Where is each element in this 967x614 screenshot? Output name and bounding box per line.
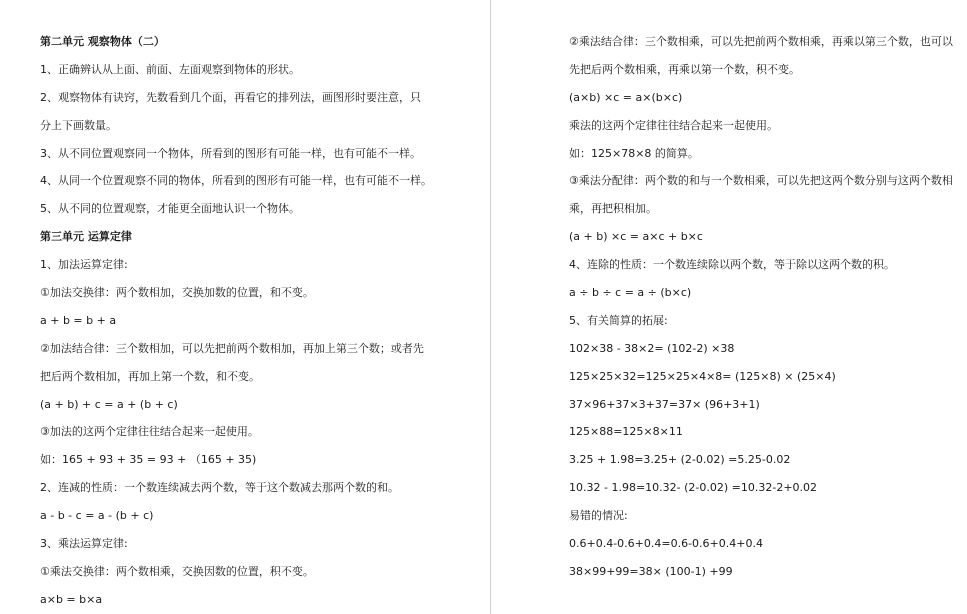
text-line: (a×b) ×c = a×(b×c) <box>569 90 683 104</box>
page-divider <box>490 0 491 614</box>
text-line: 3.25 + 1.98=3.25+ (2-0.02) =5.25-0.02 <box>569 453 791 467</box>
text-line: 38×99+99=38× (100-1) +99 <box>569 564 733 578</box>
text-line: a×b = b×a <box>40 592 103 606</box>
text-line: 5、从不同的位置观察，才能更全面地认识一个物体。 <box>40 202 300 216</box>
text-line: 先把后两个数相乘，再乘以第一个数，积不变。 <box>569 62 800 76</box>
text-line: 易错的情况: <box>569 509 628 523</box>
text-line: 2、连减的性质：一个数连续减去两个数，等于这个数减去那两个数的和。 <box>40 481 399 495</box>
text-line: 0.6+0.4-0.6+0.4=0.6-0.6+0.4+0.4 <box>569 537 763 551</box>
text-line: 乘，再把积相加。 <box>569 202 657 216</box>
text-line: 37×96+37×3+37=37× (96+3+1) <box>569 397 760 411</box>
text-line: 如：125×78×8 的简算。 <box>569 146 699 160</box>
text-line: ③加法的这两个定律往往结合起来一起使用。 <box>40 425 259 439</box>
text-line: a - b - c = a - (b + c) <box>40 509 154 523</box>
text-line: 1、加法运算定律: <box>40 258 128 272</box>
text-line: ①加法交换律：两个数相加，交换加数的位置，和不变。 <box>40 286 314 300</box>
text-line: 5、有关简算的拓展: <box>569 313 668 327</box>
text-line: 10.32 - 1.98=10.32- (2-0.02) =10.32-2+0.02 <box>569 481 818 495</box>
text-line: 2、观察物体有诀窍，先数看到几个面，再看它的排列法，画图形时要注意，只 <box>40 90 421 104</box>
text-line: ③乘法分配律：两个数的和与一个数相乘，可以先把这两个数分别与这两个数相 <box>569 174 953 188</box>
text-line: 分上下画数量。 <box>40 118 117 132</box>
text-line: (a + b) + c = a + (b + c) <box>40 397 178 411</box>
text-line: 3、从不同位置观察同一个物体，所看到的图形有可能一样，也有可能不一样。 <box>40 146 421 160</box>
section-heading: 第三单元 运算定律 <box>40 230 132 244</box>
section-heading: 第二单元 观察物体（二） <box>40 35 165 48</box>
text-line: 1、正确辨认从上面、前面、左面观察到物体的形状。 <box>40 62 300 76</box>
text-line: 102×38 - 38×2= (102-2) ×38 <box>569 341 735 355</box>
text-line: 如：165 + 93 + 35 = 93 + （165 + 35) <box>40 453 257 467</box>
text-line: 4、连除的性质：一个数连续除以两个数，等于除以这两个数的积。 <box>569 258 895 272</box>
right-page-text <box>569 28 967 586</box>
text-line: (a + b) ×c = a×c + b×c <box>569 230 703 244</box>
text-line: 4、从同一个位置观察不同的物体，所看到的图形有可能一样，也有可能不一样。 <box>40 174 432 188</box>
text-line: a ÷ b ÷ c = a ÷ (b×c) <box>569 286 692 300</box>
text-line: 乘法的这两个定律往往结合起来一起使用。 <box>569 118 778 132</box>
text-line: 把后两个数相加，再加上第一个数，和不变。 <box>40 369 260 383</box>
text-line: 125×25×32=125×25×4×8= (125×8) × (25×4) <box>569 369 836 383</box>
text-line: 3、乘法运算定律: <box>40 537 128 551</box>
left-page-text <box>40 28 490 614</box>
text-line: ②乘法结合律：三个数相乘，可以先把前两个数相乘，再乘以第三个数，也可以 <box>569 35 953 48</box>
text-line: ②加法结合律：三个数相加，可以先把前两个数相加，再加上第三个数；或者先 <box>40 341 424 355</box>
text-line: ①乘法交换律：两个数相乘，交换因数的位置，积不变。 <box>40 564 314 578</box>
text-line: 125×88=125×8×11 <box>569 425 683 439</box>
right-page <box>492 0 967 614</box>
text-line: a + b = b + a <box>40 313 117 327</box>
